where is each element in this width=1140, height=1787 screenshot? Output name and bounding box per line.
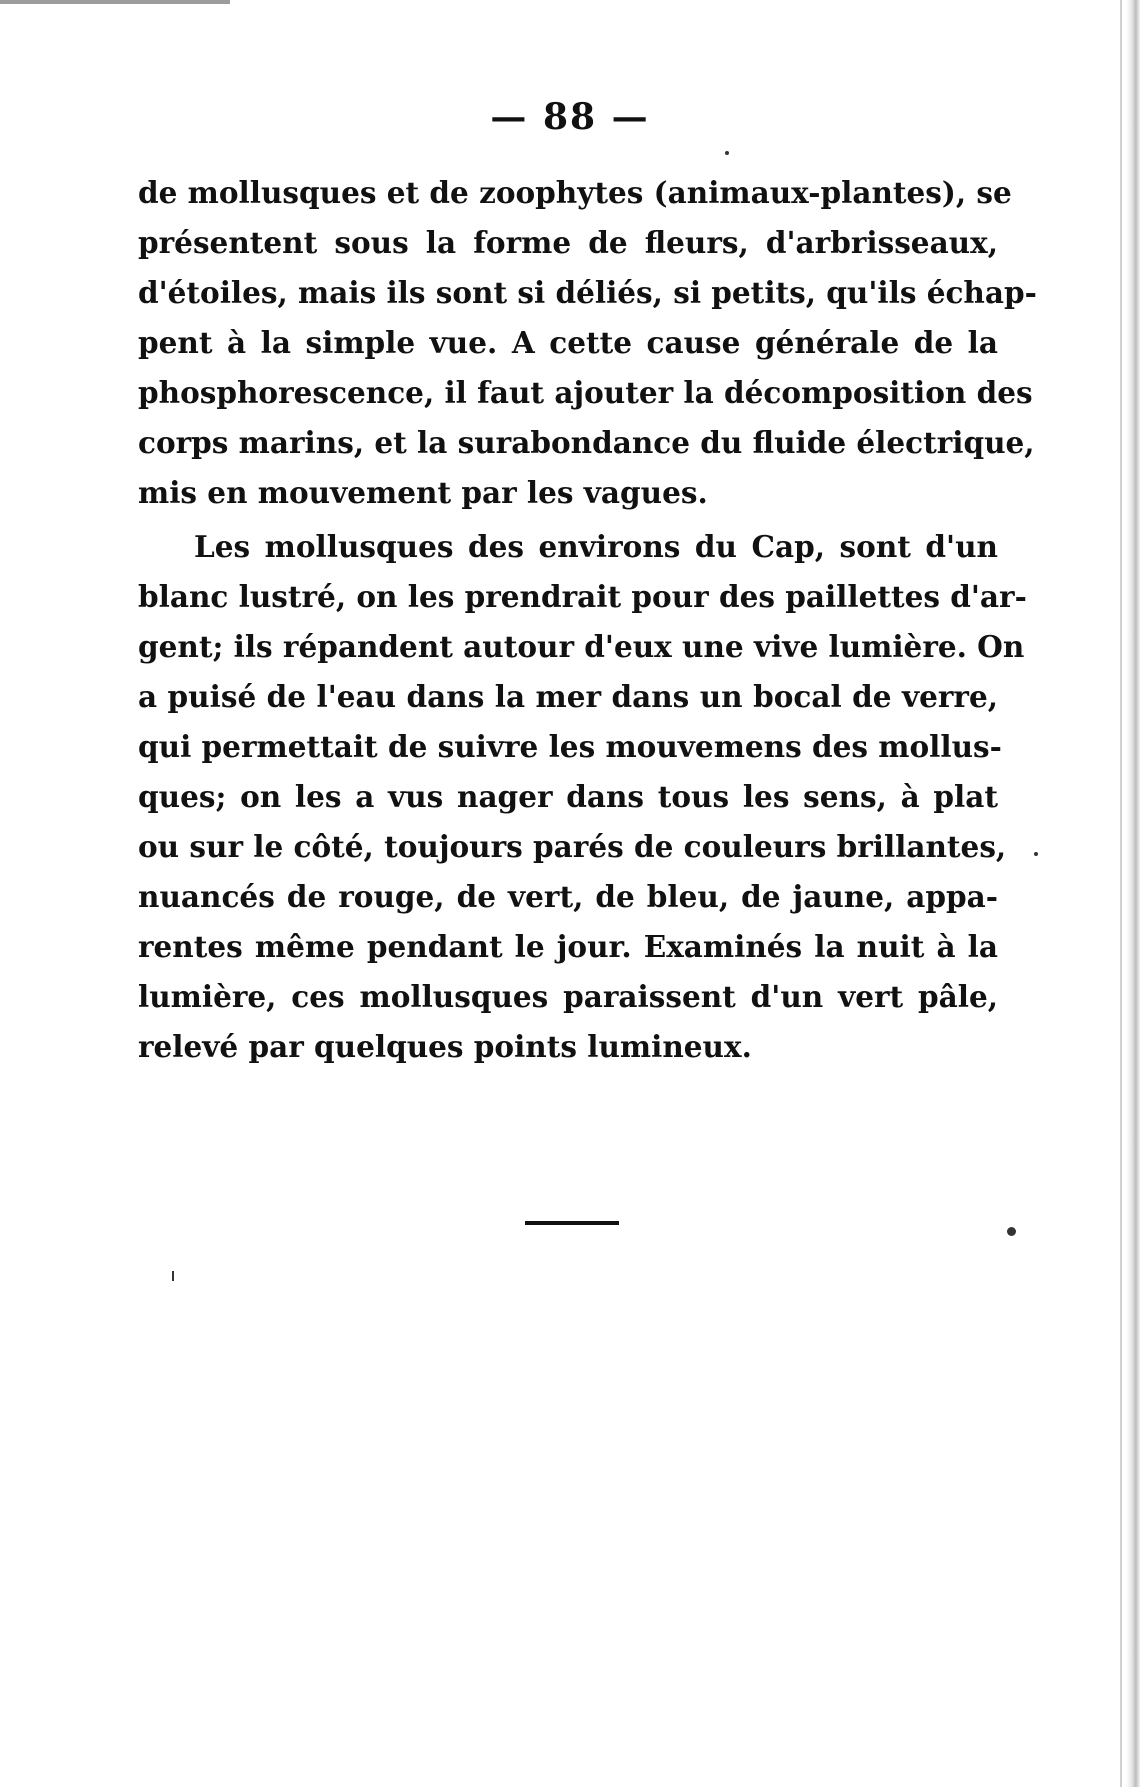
body-text xyxy=(138,168,1037,1072)
paragraph-2 xyxy=(138,522,1027,1072)
text-line: mis en mouvement par les vagues. xyxy=(138,475,708,510)
text-line: d'étoiles, mais ils sont si déliés, si petits, qu'ils échap- xyxy=(138,275,1037,310)
scan-speck xyxy=(1007,1227,1016,1236)
text-line: blanc lustré, on les prendrait pour des paillettes d'ar- xyxy=(138,579,1027,614)
paragraph-1 xyxy=(138,168,1037,518)
text-line: rentes même pendant le jour. Examinés la nuit à la xyxy=(138,929,998,964)
scan-speck xyxy=(172,1271,174,1281)
text-line: ou sur le côté, toujours parés de couleurs brillantes, xyxy=(138,829,1007,864)
page-number: — 88 — xyxy=(490,96,650,138)
text-line: phosphorescence, il faut ajouter la décomposition des xyxy=(138,375,1033,410)
text-line: Les mollusques des environs du Cap, sont d'un xyxy=(194,529,998,564)
text-line: qui permettait de suivre les mouvemens des mollus- xyxy=(138,729,1002,764)
text-line: ques; on les a vus nager dans tous les sens, à plat xyxy=(138,779,998,814)
text-line: présentent sous la forme de fleurs, d'arbrisseaux, xyxy=(138,225,998,260)
scan-speck xyxy=(1034,852,1038,856)
text-line: gent; ils répandent autour d'eux une vive lumière. On xyxy=(138,629,1025,664)
page-binding-edge xyxy=(1126,0,1140,1787)
text-line: nuancés de rouge, de vert, de bleu, de jaune, appa- xyxy=(138,879,998,914)
text-line: corps marins, et la surabondance du fluide électrique, xyxy=(138,425,1035,460)
scan-edge-mark xyxy=(0,0,230,4)
page-fold-line xyxy=(1120,0,1122,1787)
scan-speck xyxy=(725,151,729,155)
text-line: pent à la simple vue. A cette cause générale de la xyxy=(138,325,998,360)
text-line: relevé par quelques points lumineux. xyxy=(138,1029,752,1064)
text-line: lumière, ces mollusques paraissent d'un vert pâle, xyxy=(138,979,998,1014)
end-rule xyxy=(525,1221,619,1225)
text-line: de mollusques et de zoophytes (animaux-plantes), se xyxy=(138,175,1012,210)
text-line: a puisé de l'eau dans la mer dans un bocal de verre, xyxy=(138,679,998,714)
